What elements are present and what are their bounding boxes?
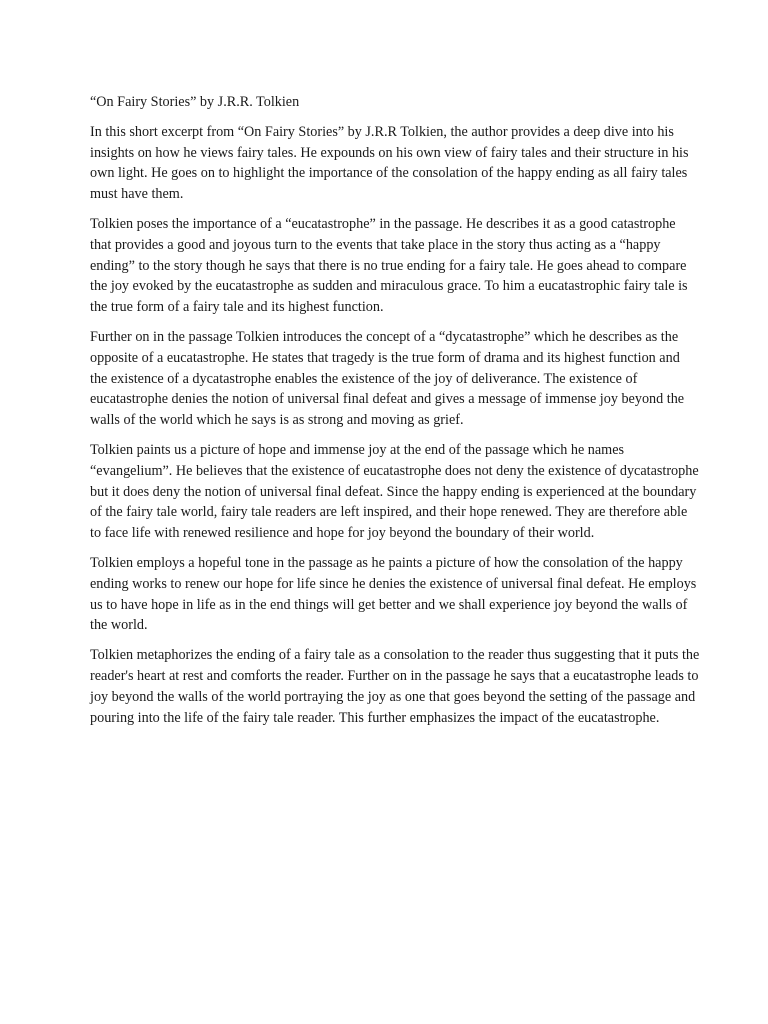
paragraph-5: Tolkien employs a hopeful tone in the passage as he paints a picture of how the consolation of the happy ending works to renew our hope for life since he denies the existence of universal final defeat. He employs us to have hope in life as in the end things will get better and we shall experience joy beyond the walls of the world. <box>90 554 697 634</box>
paragraph-6: Tolkien metaphorizes the ending of a fairy tale as a consolation to the reader thus suggesting that it puts the reader's heart at rest and comforts the reader. Further on in the passage he says that a eucatastrophe leads to joy beyond the walls of the world portraying the joy as one that goes beyond the setting of the passage and pouring into the life of the fairy tale reader. This further emphasizes the impact of the eucatastrophe. <box>90 647 700 726</box>
paragraph-3: Further on in the passage Tolkien introduces the concept of a “dycatastrophe” which he describes as the opposite of a eucatastrophe. He states that tragedy is the true form of drama and its highest function and the existence of a dycatastrophe enables the existence of the joy of deliverance. The existence of eucatastrophe denies the notion of universal final defeat and gives a message of immense joy beyond the walls of the world which he says is as strong and moving as grief. <box>90 328 685 429</box>
paragraph-2: Tolkien poses the importance of a “eucatastrophe” in the passage. He describes it as a good catastrophe that provides a good and joyous turn to the events that take place in the story thus acting as a “happy ending” to the story though he says that there is no true ending for a fairy tale. He goes ahead to compare the joy evoked by the eucatastrophe as sudden and miraculous grace. To him a eucatastrophic fairy tale is the true form of a fairy tale and its highest function. <box>90 215 688 316</box>
paragraph-1: In this short excerpt from “On Fairy Stories” by J.R.R Tolkien, the author provides a deep dive into his insights on how he views fairy tales. He expounds on his own view of fairy tales and their structure in his own light. He goes on to highlight the importance of the consolation of the happy ending as all fairy tales must have them. <box>90 123 689 203</box>
document-page <box>90 92 700 737</box>
paragraph-4: Tolkien paints us a picture of hope and immense joy at the end of the passage which he names “evangelium”. He believes that the existence of eucatastrophe does not deny the existence of dycatastrophe but it does deny the notion of universal final defeat. Since the happy ending is experienced at the boundary of the fairy tale world, fairy tale readers are left inspired, and their hope renewed. They are therefore able to face life with renewed resilience and hope for joy beyond the boundary of their world. <box>90 441 699 542</box>
document-title: “On Fairy Stories” by J.R.R. Tolkien <box>90 94 300 110</box>
